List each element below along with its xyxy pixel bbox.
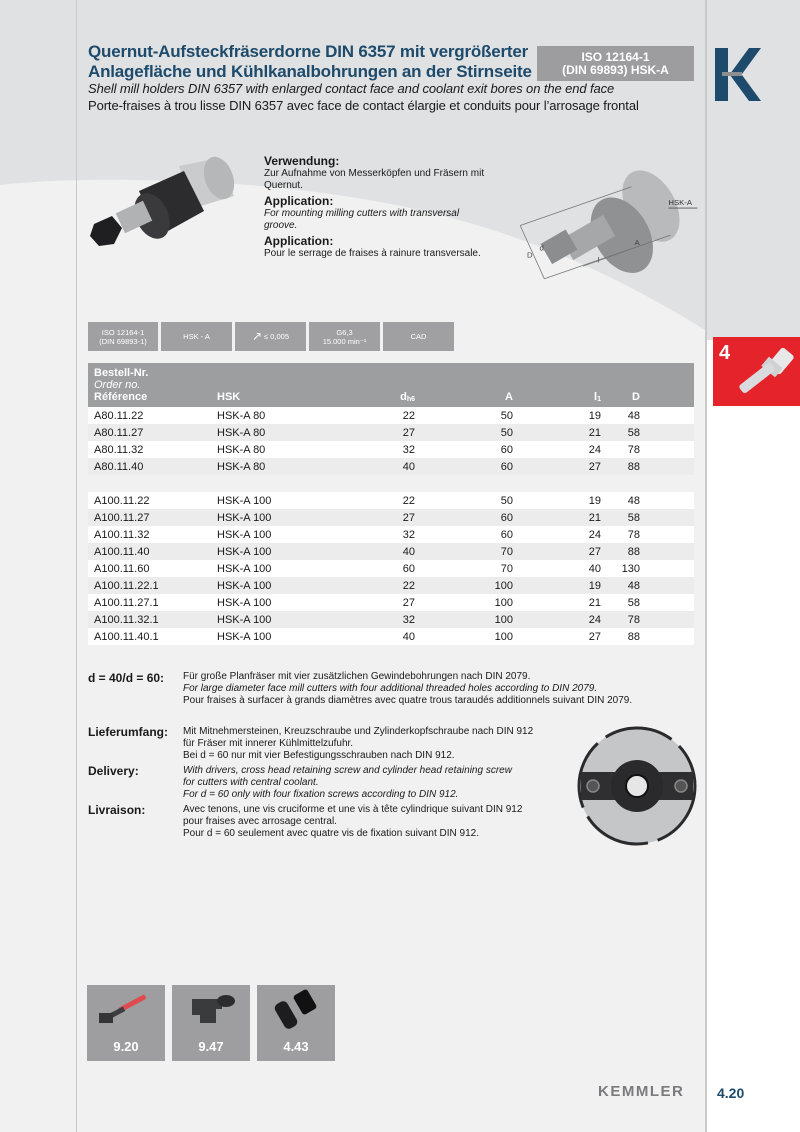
left-margin-rule [76,0,77,1132]
cell-A: 100 [421,594,521,611]
table-group-spacer [88,475,694,492]
iso-standard-badge [537,46,694,81]
cell-order: A80.11.22 [88,407,211,424]
spec-icons-row [88,322,454,351]
delivery-label-de: Lieferumfang: [88,725,169,739]
cell-hsk: HSK-A 100 [211,594,331,611]
spec-runout [235,322,306,351]
accessory-page-ref: 9.20 [113,1039,139,1054]
cell-A: 50 [421,407,521,424]
cell-D: 48 [601,492,694,509]
table-row [88,441,694,458]
cell-A: 100 [421,611,521,628]
delivery-de-line1: Mit Mitnehmersteinen, Kreuzschraube und Zylinderkopfschraube nach DIN 912 [183,726,534,737]
note-de: Für große Planfräser mit vier zusätzlichen Gewindebohrungen nach DIN 2079. [183,671,531,682]
delivery-text-en [183,765,558,801]
table-row [88,560,694,577]
delivery-label-en: Delivery: [88,764,139,778]
cell-hsk: HSK-A 100 [211,492,331,509]
brand-name: KEMMLER [598,1083,685,1100]
cell-order: A80.11.40 [88,458,211,475]
cell-hsk: HSK-A 100 [211,628,331,645]
accessory-page-ref: 9.47 [198,1039,224,1054]
cell-D: 88 [601,458,694,475]
cell-A: 60 [421,441,521,458]
delivery-text-fr [183,804,558,840]
table-row [88,492,694,509]
col-d [331,363,421,407]
cell-order: A100.11.22 [88,492,211,509]
header-order-en: Order no. [94,379,141,391]
cell-D: 130 [601,560,694,577]
cell-A: 70 [421,560,521,577]
table-row [88,424,694,441]
cell-D: 88 [601,543,694,560]
cell-D: 88 [601,628,694,645]
spec-cad-button[interactable] [383,322,454,351]
cell-d: 32 [331,441,421,458]
cell-l1: 21 [521,509,601,526]
driver-key-icon [172,985,250,1037]
drawing-label-D: D [526,250,533,260]
cell-d: 60 [331,560,421,577]
runout-arrow-icon: ↗ [251,329,263,343]
delivery-en-line1: With drivers, cross head retaining screw and cylinder head retaining screw [183,765,512,776]
delivery-fr-line3: Pour d = 60 seulement avec quatre vis de fixation suivant DIN 912. [183,828,480,839]
delivery-row-de [88,726,558,762]
table-row [88,577,694,594]
cell-l1: 24 [521,526,601,543]
cell-order: A100.11.32.1 [88,611,211,628]
cell-D: 78 [601,611,694,628]
spec-hsk-type [161,322,232,351]
cell-l1: 24 [521,611,601,628]
accessory-page-ref: 4.43 [283,1039,309,1054]
cylinder-screw-icon [257,985,335,1037]
table-row [88,543,694,560]
cell-order: A80.11.32 [88,441,211,458]
cell-d: 32 [331,611,421,628]
spec-balance-speed: 15.000 min⁻¹ [322,336,367,346]
delivery-fr-line1: Avec tenons, une vis cruciforme et une vis à tête cylindrique suivant DIN 912 [183,804,523,815]
chapter-number: 4 [719,342,731,364]
cell-d: 40 [331,543,421,560]
cell-order: A80.11.27 [88,424,211,441]
usage-text-fr: Pour le serrage de fraises à rainure transversale. [264,248,481,259]
cell-A: 100 [421,577,521,594]
cell-d: 32 [331,526,421,543]
spec-balance [309,322,380,351]
cell-order: A100.11.32 [88,526,211,543]
kemmler-k-logo-icon [715,48,761,101]
page-number: 4.20 [717,1085,745,1101]
col-D: D [601,363,694,407]
cell-order: A100.11.27 [88,509,211,526]
title-french: Porte-fraises à trou lisse DIN 6357 avec face de contact élargie et conduits pour l’arrosage frontal [88,98,639,113]
cell-D: 48 [601,577,694,594]
technical-drawing [505,148,700,303]
table-row [88,611,694,628]
table-row [88,628,694,645]
delivery-text-de [183,726,558,762]
spec-cad-label: CAD [410,332,427,341]
cell-l1: 21 [521,424,601,441]
table-row [88,407,694,424]
cell-hsk: HSK-A 100 [211,526,331,543]
cell-hsk: HSK-A 100 [211,560,331,577]
table-row [88,458,694,475]
header-l-sub: 1 [597,396,601,403]
title-german: Quernut-Aufsteckfräserdorne DIN 6357 mit vergrößerter Anlagefläche und Kühlkanalbohrungen an der Stirnseite [88,42,532,81]
cell-l1: 27 [521,543,601,560]
cell-l1: 21 [521,594,601,611]
cell-D: 78 [601,526,694,543]
accessory-wrench[interactable] [87,985,165,1061]
cell-D: 58 [601,594,694,611]
drawing-label-A: A [634,237,640,247]
usage-text-en: For mounting milling cutters with transversal groove. [264,208,460,231]
delivery-row-en [88,765,558,801]
cell-hsk: HSK-A 80 [211,458,331,475]
badge-line-1: ISO 12164-1 [581,50,650,64]
cell-hsk: HSK-A 80 [211,407,331,424]
usage-heading-en: Application: [264,194,334,208]
product-photo-holder [84,146,244,256]
cell-A: 70 [421,543,521,560]
header-l: l [594,391,598,403]
cell-hsk: HSK-A 100 [211,611,331,628]
note-en: For large diameter face mill cutters with four additional threaded holes according to DIN 2079. [183,683,598,694]
header-order-fr: Référence [94,391,148,403]
cell-d: 27 [331,594,421,611]
delivery-row-fr [88,804,558,840]
cell-hsk: HSK-A 100 [211,509,331,526]
cell-A: 60 [421,458,521,475]
usage-section [264,152,494,260]
cell-order: A100.11.40.1 [88,628,211,645]
cell-l1: 27 [521,628,601,645]
usage-heading-fr: Application: [264,234,334,248]
col-order-no [88,363,211,407]
cell-d: 22 [331,577,421,594]
header-d: d [400,391,407,403]
end-face-photo [573,724,701,848]
cell-D: 48 [601,407,694,424]
cell-order: A100.11.27.1 [88,594,211,611]
table-row [88,594,694,611]
cell-d: 22 [331,407,421,424]
cell-D: 78 [601,441,694,458]
cell-D: 58 [601,509,694,526]
cell-l1: 19 [521,492,601,509]
col-hsk: HSK [211,363,331,407]
delivery-en-line3: For d = 60 only with four fixation screws according to DIN 912. [183,789,459,800]
table-header-row [88,363,694,407]
col-A: A [421,363,521,407]
note-fr: Pour fraises à surfacer à grands diamètres avec quatre trous taraudés additionnels suivant DIN 2079. [183,695,633,706]
accessory-cylinder-screw[interactable] [257,985,335,1061]
cell-l1: 27 [521,458,601,475]
cell-hsk: HSK-A 100 [211,543,331,560]
cell-A: 60 [421,526,521,543]
cell-order: A100.11.40 [88,543,211,560]
cell-d: 27 [331,509,421,526]
drawing-label-l: l [597,255,600,265]
cell-l1: 24 [521,441,601,458]
cell-l1: 40 [521,560,601,577]
accessories-row [87,985,335,1061]
cell-A: 50 [421,492,521,509]
table-row [88,526,694,543]
spec-iso-line2: (DIN 69893-1) [99,336,147,346]
cell-hsk: HSK-A 100 [211,577,331,594]
cell-A: 60 [421,509,521,526]
cell-d: 40 [331,458,421,475]
cell-A: 100 [421,628,521,645]
wrench-icon [87,985,165,1037]
cell-hsk: HSK-A 80 [211,441,331,458]
delivery-de-line2: für Fräser mit innerer Kühlmittelzufuhr. [183,738,354,749]
cell-l1: 19 [521,407,601,424]
drawing-label-d: d [539,243,544,253]
spec-hsk-label: HSK - A [183,332,210,341]
delivery-fr-line2: pour fraises avec arrosage central. [183,816,337,827]
cell-l1: 19 [521,577,601,594]
title-english: Shell mill holders DIN 6357 with enlarged contact face and coolant exit bores on the end face [88,81,615,96]
spacer-cell [88,475,694,492]
delivery-section [88,726,558,843]
cell-d: 27 [331,424,421,441]
spec-iso-line1: ISO 12164-1 [101,327,145,337]
chapter-tab-4[interactable] [713,337,800,406]
table-row [88,509,694,526]
spec-runout-value: ≤ 0,005 [264,332,290,341]
cell-d: 40 [331,628,421,645]
drawing-label-hsk: HSK-A [668,198,693,208]
header-d-sub: h6 [406,396,415,403]
badge-line-2: (DIN 69893) HSK-A [562,63,669,77]
accessory-driver-key[interactable] [172,985,250,1061]
cell-hsk: HSK-A 80 [211,424,331,441]
delivery-en-line2: for cutters with central coolant. [183,777,319,788]
spec-balance-grade: G6,3 [336,327,353,337]
cell-order: A100.11.22.1 [88,577,211,594]
delivery-de-line3: Bei d = 60 nur mit vier Befestigungsschrauben nach DIN 912. [183,750,455,761]
cell-D: 58 [601,424,694,441]
cell-A: 50 [421,424,521,441]
cell-d: 22 [331,492,421,509]
delivery-label-fr: Livraison: [88,803,146,817]
note-label: d = 40/d = 60: [88,671,165,685]
tool-holder-thumbnail-icon [735,347,799,399]
product-table [88,363,694,645]
col-l1 [521,363,601,407]
usage-text-de: Zur Aufnahme von Messerköpfen und Fräsern mit Quernut. [264,168,485,191]
spec-iso-standard [88,322,158,351]
cell-order: A100.11.60 [88,560,211,577]
header-order-de: Bestell-Nr. [94,367,149,379]
note-text [183,671,703,707]
right-sidebar [705,0,800,1132]
usage-heading-de: Verwendung: [264,154,340,168]
